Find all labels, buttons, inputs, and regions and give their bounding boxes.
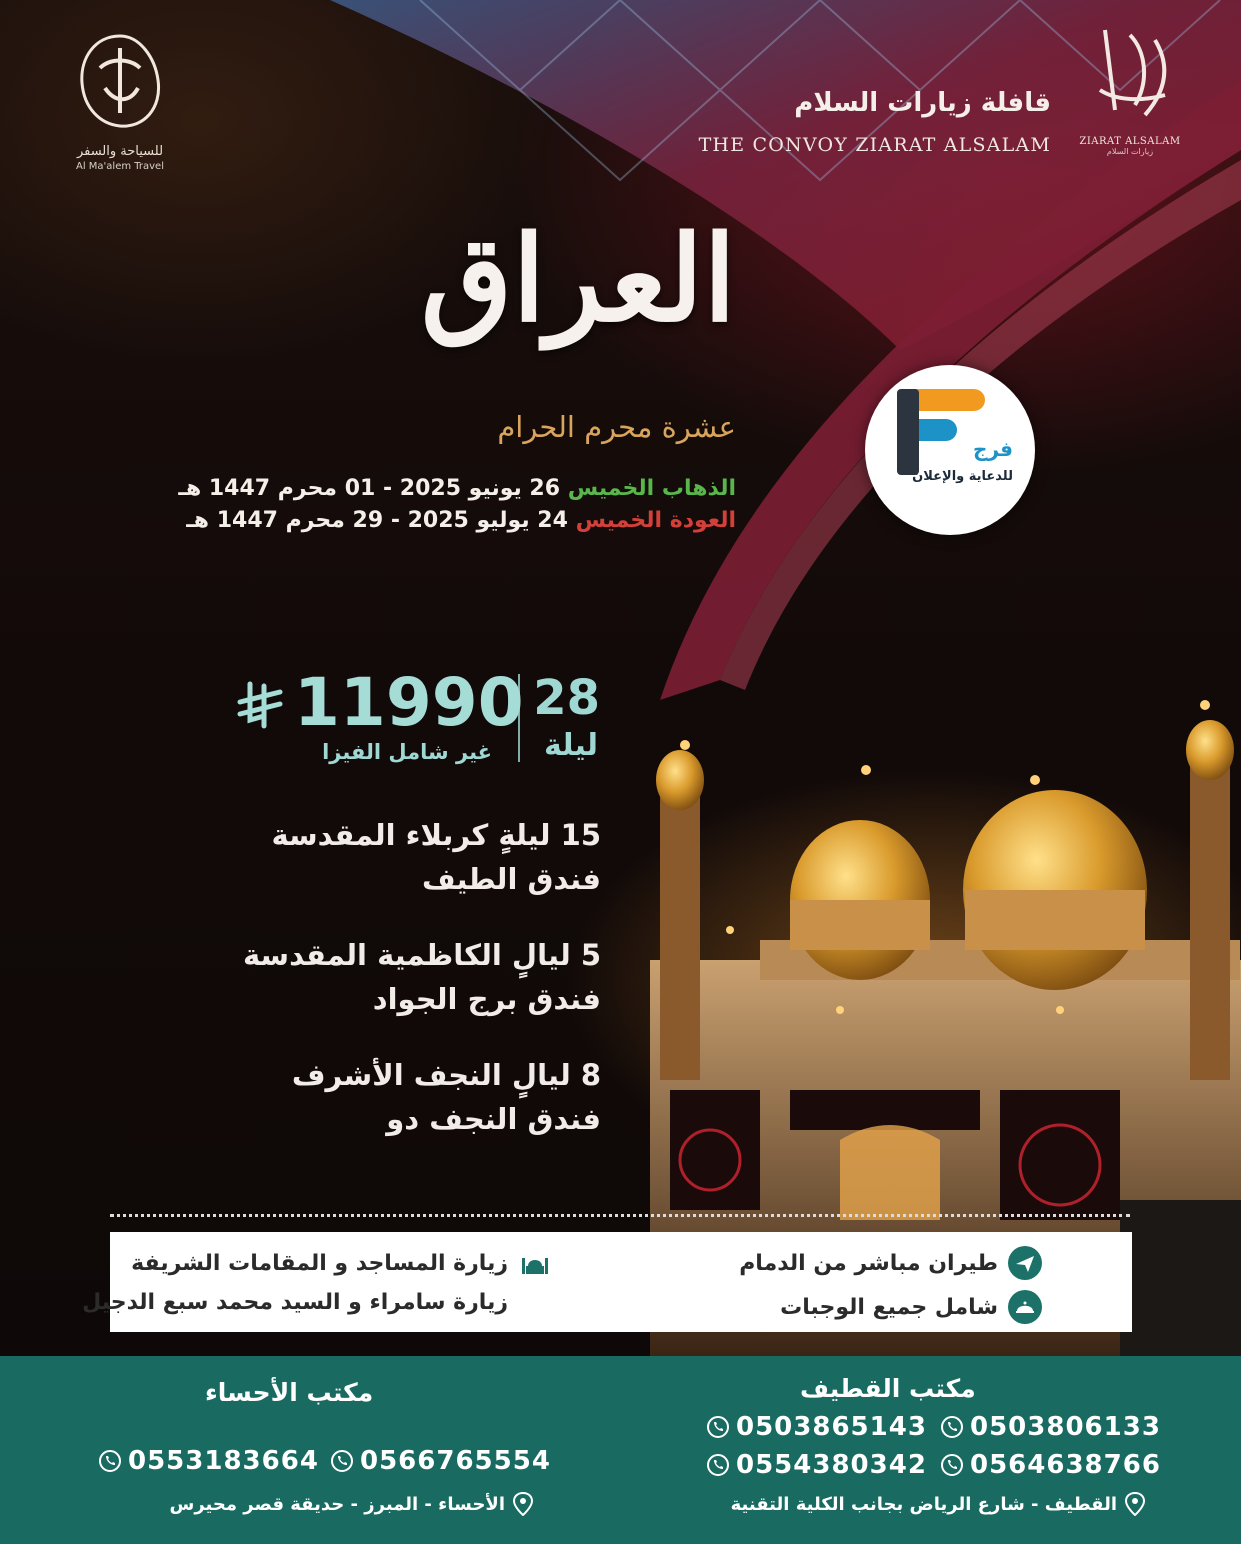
location-pin-icon xyxy=(1125,1492,1145,1516)
saudi-riyal-icon xyxy=(234,680,286,732)
feature-samarra-text: زيارة سامراء و السيد محمد سبع الدجيل xyxy=(82,1290,508,1315)
return-date xyxy=(186,508,736,533)
location-pin-icon xyxy=(513,1492,533,1516)
ahsa-address xyxy=(170,1492,534,1516)
ahsa-phone-2[interactable] xyxy=(98,1446,319,1476)
whatsapp-icon xyxy=(330,1449,354,1473)
stay-karbala xyxy=(272,818,601,896)
qatif-address-text: القطيف - شارع الرياض بجانب الكلية التقنية xyxy=(730,1493,1117,1515)
page-subtitle: عشرة محرم الحرام xyxy=(497,410,736,444)
al-maalem-english-name: Al Ma'alem Travel xyxy=(75,161,164,172)
nights-label: ليلة xyxy=(544,728,598,763)
al-maalem-arabic-tagline: للسياحة والسفر xyxy=(76,144,164,159)
qatif-phone-2-number: 0503865143 xyxy=(736,1412,927,1442)
price-block xyxy=(220,660,610,770)
whatsapp-icon xyxy=(706,1415,730,1439)
feature-meals xyxy=(780,1290,1042,1324)
whatsapp-icon xyxy=(940,1415,964,1439)
departure-text: 26 يونيو 2025 - 01 محرم 1447 هـ xyxy=(178,476,561,501)
page-title: العراق xyxy=(420,209,736,348)
whatsapp-icon xyxy=(706,1453,730,1477)
whatsapp-icon xyxy=(98,1449,122,1473)
feature-meals-text: شامل جميع الوجبات xyxy=(780,1294,998,1320)
ahsa-address-text: الأحساء - المبرز - حديقة قصر محيرس xyxy=(169,1493,505,1515)
departure-date xyxy=(178,476,736,501)
ziarat-alsalam-logo xyxy=(1060,20,1200,156)
dotted-separator xyxy=(110,1214,1130,1217)
qatif-office-title: مكتب القطيف xyxy=(800,1374,976,1403)
stay-kadhimiya-nights: 5 ليالٍ الكاظمية المقدسة xyxy=(242,938,601,972)
stay-kadhimiya xyxy=(243,938,601,1016)
return-label: العودة الخميس xyxy=(575,508,736,533)
meal-dish-icon xyxy=(1008,1290,1042,1324)
nights-count: 28 xyxy=(533,670,600,726)
ziarat-alsalam-arabic: زيارات السلام xyxy=(1106,147,1154,156)
visa-note: غير شامل الفيزا xyxy=(322,740,492,764)
stay-najaf-nights: 8 ليالٍ النجف الأشرف xyxy=(291,1058,601,1092)
al-maalem-logo xyxy=(40,28,200,172)
feature-flight-text: طيران مباشر من الدمام xyxy=(739,1250,998,1276)
return-text: 24 يوليو 2025 - 29 محرم 1447 هـ xyxy=(186,508,568,533)
stay-najaf-hotel: فندق النجف دو xyxy=(386,1102,601,1136)
stay-karbala-hotel: فندق الطيف xyxy=(421,862,601,896)
ziarat-alsalam-english: ZIARAT ALSALAM xyxy=(1079,136,1181,147)
ziarat-alsalam-calligraphy-mark xyxy=(1075,20,1185,130)
stay-karbala-nights: 15 ليلةٍ كربلاء المقدسة xyxy=(271,818,601,852)
features-box xyxy=(82,1232,1132,1332)
qatif-phone-1-number: 0503806133 xyxy=(970,1412,1161,1442)
ahsa-office-title: مكتب الأحساء xyxy=(205,1378,374,1407)
al-maalem-calligraphy-mark xyxy=(70,28,170,138)
sponsor-name: فرج xyxy=(973,437,1013,461)
airplane-icon xyxy=(1008,1246,1042,1280)
departure-label: الذهاب الخميس xyxy=(567,476,736,501)
price-value: 11990 xyxy=(294,664,524,741)
feature-flight xyxy=(739,1246,1042,1280)
qatif-phone-1[interactable] xyxy=(940,1412,1161,1442)
sponsor-tagline: للدعاية والإعلان xyxy=(912,469,1013,484)
stay-kadhimiya-hotel: فندق برج الجواد xyxy=(372,982,601,1016)
qatif-phone-4-number: 0554380342 xyxy=(736,1450,927,1480)
convoy-name-arabic: قافلة زيارات السلام xyxy=(794,88,1051,118)
qatif-address xyxy=(731,1492,1145,1516)
qatif-phone-4[interactable] xyxy=(706,1450,927,1480)
qatif-phone-2[interactable] xyxy=(706,1412,927,1442)
ahsa-phone-1-number: 0566765554 xyxy=(360,1446,551,1476)
convoy-name-english: THE CONVOY ZIARAT ALSALAM xyxy=(698,134,1051,156)
ahsa-phone-1[interactable] xyxy=(330,1446,551,1476)
qatif-phone-3-number: 0564638766 xyxy=(970,1450,1161,1480)
feature-shrines-text: زيارة المساجد و المقامات الشريفة xyxy=(131,1250,508,1276)
whatsapp-icon xyxy=(940,1453,964,1477)
feature-shrines xyxy=(131,1246,552,1280)
qatif-phone-3[interactable] xyxy=(940,1450,1161,1480)
feature-samarra xyxy=(82,1290,508,1315)
mosque-icon xyxy=(518,1246,552,1280)
ahsa-phone-2-number: 0553183664 xyxy=(128,1446,319,1476)
contact-footer xyxy=(0,1356,1241,1544)
stay-najaf xyxy=(292,1058,601,1136)
sponsor-badge xyxy=(865,365,1035,535)
faraj-f-logo xyxy=(887,387,987,477)
